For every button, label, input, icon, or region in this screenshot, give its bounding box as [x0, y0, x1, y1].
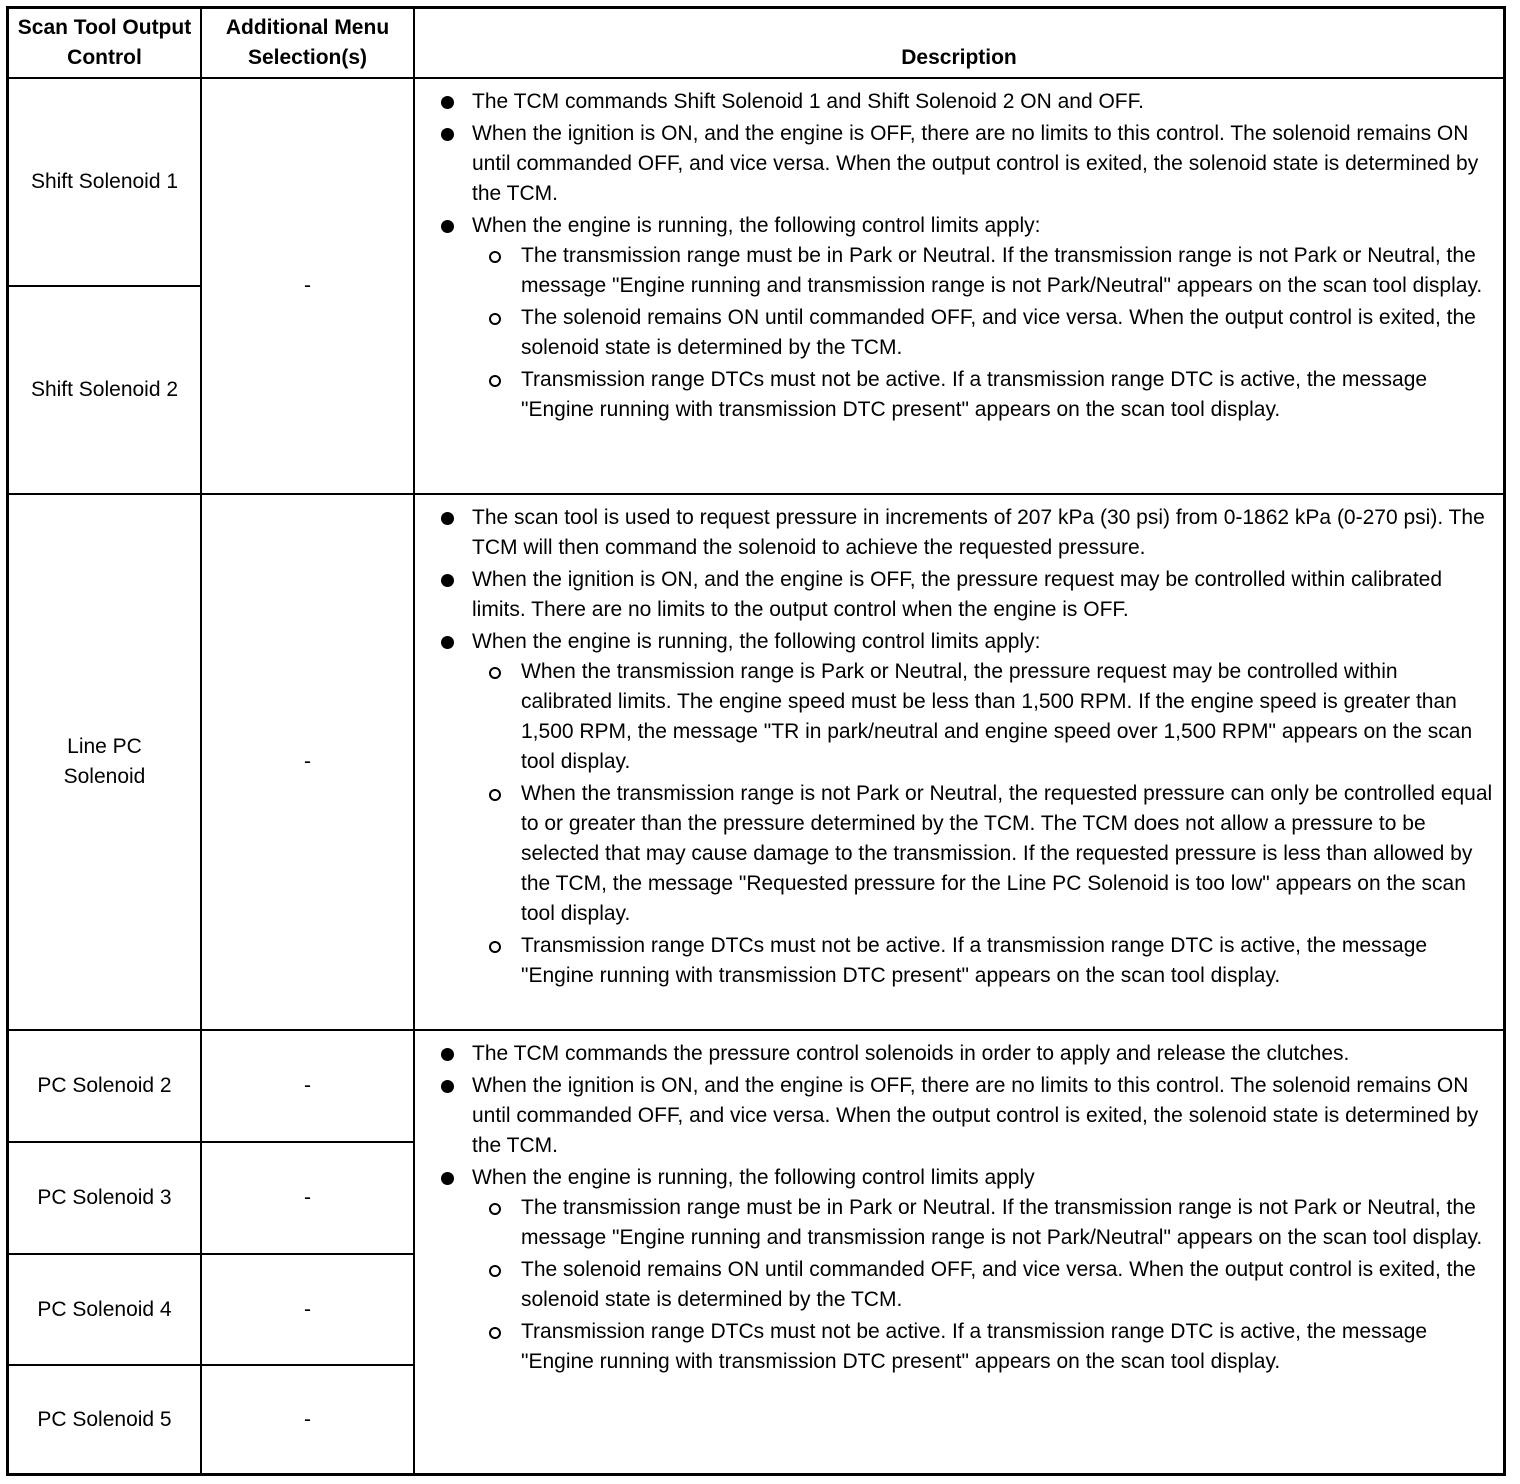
header-scan-tool-output-control: Scan Tool Output Control [17, 16, 192, 69]
control-shift-solenoid-1: Shift Solenoid 1 [30, 170, 179, 193]
control-pc-solenoid-5: PC Solenoid 5 [37, 1407, 172, 1431]
bullet-item [415, 627, 1493, 991]
sub-bullet-item: The transmission range must be in Park or Neutral. If the transmission range is not Park or Neutral, the message "Engine running and transmission range is not Park/Neutral" appears on the scan tool display. [415, 1193, 1493, 1253]
sub-bullet-item: The solenoid remains ON until commanded OFF, and vice versa. When the output control is exited, the solenoid state is determined by the TCM. [415, 1255, 1493, 1315]
bullet-text: The scan tool is used to request pressure in increments of 207 kPa (30 psi) from 0-1862 kPa (0-270 psi). The TCM will then command the solenoid to achieve the requested pressure. [472, 506, 1485, 559]
bullet-text: When the ignition is ON, and the engine is OFF, the pressure request may be controlled within calibrated limits. There are no limits to the output control when the engine is OFF. [472, 568, 1443, 621]
description-pc-solenoids [415, 1031, 1503, 1473]
menu-selection: - [304, 1074, 311, 1097]
menu-selection: - [304, 750, 311, 773]
description-shift-solenoids [415, 79, 1503, 493]
sub-bullet-item: Transmission range DTCs must not be active. If a transmission range DTC is active, the message "Engine running with transmission DTC present" appears on the scan tool display. [415, 365, 1493, 425]
bullet-item [415, 1163, 1493, 1377]
header-additional-menu-selections: Additional Menu Selection(s) [225, 16, 390, 69]
sub-bullet-item: The solenoid remains ON until commanded OFF, and vice versa. When the output control is exited, the solenoid state is determined by the TCM. [415, 303, 1493, 363]
sub-bullet-item: Transmission range DTCs must not be active. If a transmission range DTC is active, the message "Engine running with transmission DTC present" appears on the scan tool display. [415, 931, 1493, 991]
bullet-item [415, 1039, 1493, 1069]
sub-bullet-item: When the transmission range is not Park or Neutral, the requested pressure can only be controlled equal to or greater than the pressure determined by the TCM. The TCM does not allow a pressure to be selected that may cause damage to the transmission. If the requested pressure is less than allowed by the TCM, the message "Requested pressure for the Line PC Solenoid is too low" appears on the scan tool display. [415, 779, 1493, 929]
bullet-text: The TCM commands the pressure control solenoids in order to apply and release the clutches. [472, 1042, 1350, 1065]
menu-selection: - [304, 274, 311, 297]
bullet-text: When the engine is running, the following control limits apply [472, 1166, 1035, 1189]
bullet-item [415, 565, 1493, 625]
sub-bullet-list [472, 1193, 1493, 1377]
sub-bullet-item: When the transmission range is Park or Neutral, the pressure request may be controlled within calibrated limits. The engine speed must be less than 1,500 RPM. If the engine speed is greater than 1,500 RPM, the message "TR in park/neutral and engine speed over 1,500 RPM" appears on the scan tool display. [415, 657, 1493, 777]
description-line-pc-solenoid [415, 495, 1503, 1029]
bullet-item [415, 211, 1493, 425]
control-line-pc-solenoid: Line PC Solenoid [63, 735, 146, 788]
control-pc-solenoid-3: PC Solenoid 3 [37, 1186, 172, 1209]
bullet-item [415, 87, 1493, 117]
bullet-item [415, 1071, 1493, 1161]
bullet-item [415, 503, 1493, 563]
sub-bullet-item: The transmission range must be in Park or Neutral. If the transmission range is not Park or Neutral, the message "Engine running and transmission range is not Park/Neutral" appears on the scan tool display. [415, 241, 1493, 301]
header-description: Description [901, 46, 1017, 69]
sub-bullet-list [472, 241, 1493, 425]
bullet-text: When the ignition is ON, and the engine is OFF, there are no limits to this control. The solenoid remains ON until commanded OFF, and vice versa. When the output control is exited, the solenoid state is determined by the TCM. [472, 1074, 1479, 1157]
menu-selection: - [304, 1297, 311, 1321]
menu-selection: - [304, 1407, 311, 1431]
menu-selection: - [304, 1186, 311, 1209]
bullet-text: The TCM commands Shift Solenoid 1 and Shift Solenoid 2 ON and OFF. [472, 90, 1144, 113]
sub-bullet-item: Transmission range DTCs must not be active. If a transmission range DTC is active, the message "Engine running with transmission DTC present" appears on the scan tool display. [415, 1317, 1493, 1377]
sub-bullet-list [472, 657, 1493, 991]
control-pc-solenoid-4: PC Solenoid 4 [37, 1297, 172, 1321]
bullet-item [415, 119, 1493, 209]
bullet-text: When the ignition is ON, and the engine is OFF, there are no limits to this control. The solenoid remains ON until commanded OFF, and vice versa. When the output control is exited, the solenoid state is determined by the TCM. [472, 122, 1479, 205]
bullet-text: When the engine is running, the following control limits apply: [472, 214, 1041, 237]
bullet-list [415, 1039, 1493, 1377]
bullet-list [415, 87, 1493, 425]
bullet-list [415, 503, 1493, 991]
control-pc-solenoid-2: PC Solenoid 2 [37, 1074, 172, 1097]
bullet-text: When the engine is running, the following control limits apply: [472, 630, 1041, 653]
control-shift-solenoid-2: Shift Solenoid 2 [30, 378, 179, 401]
